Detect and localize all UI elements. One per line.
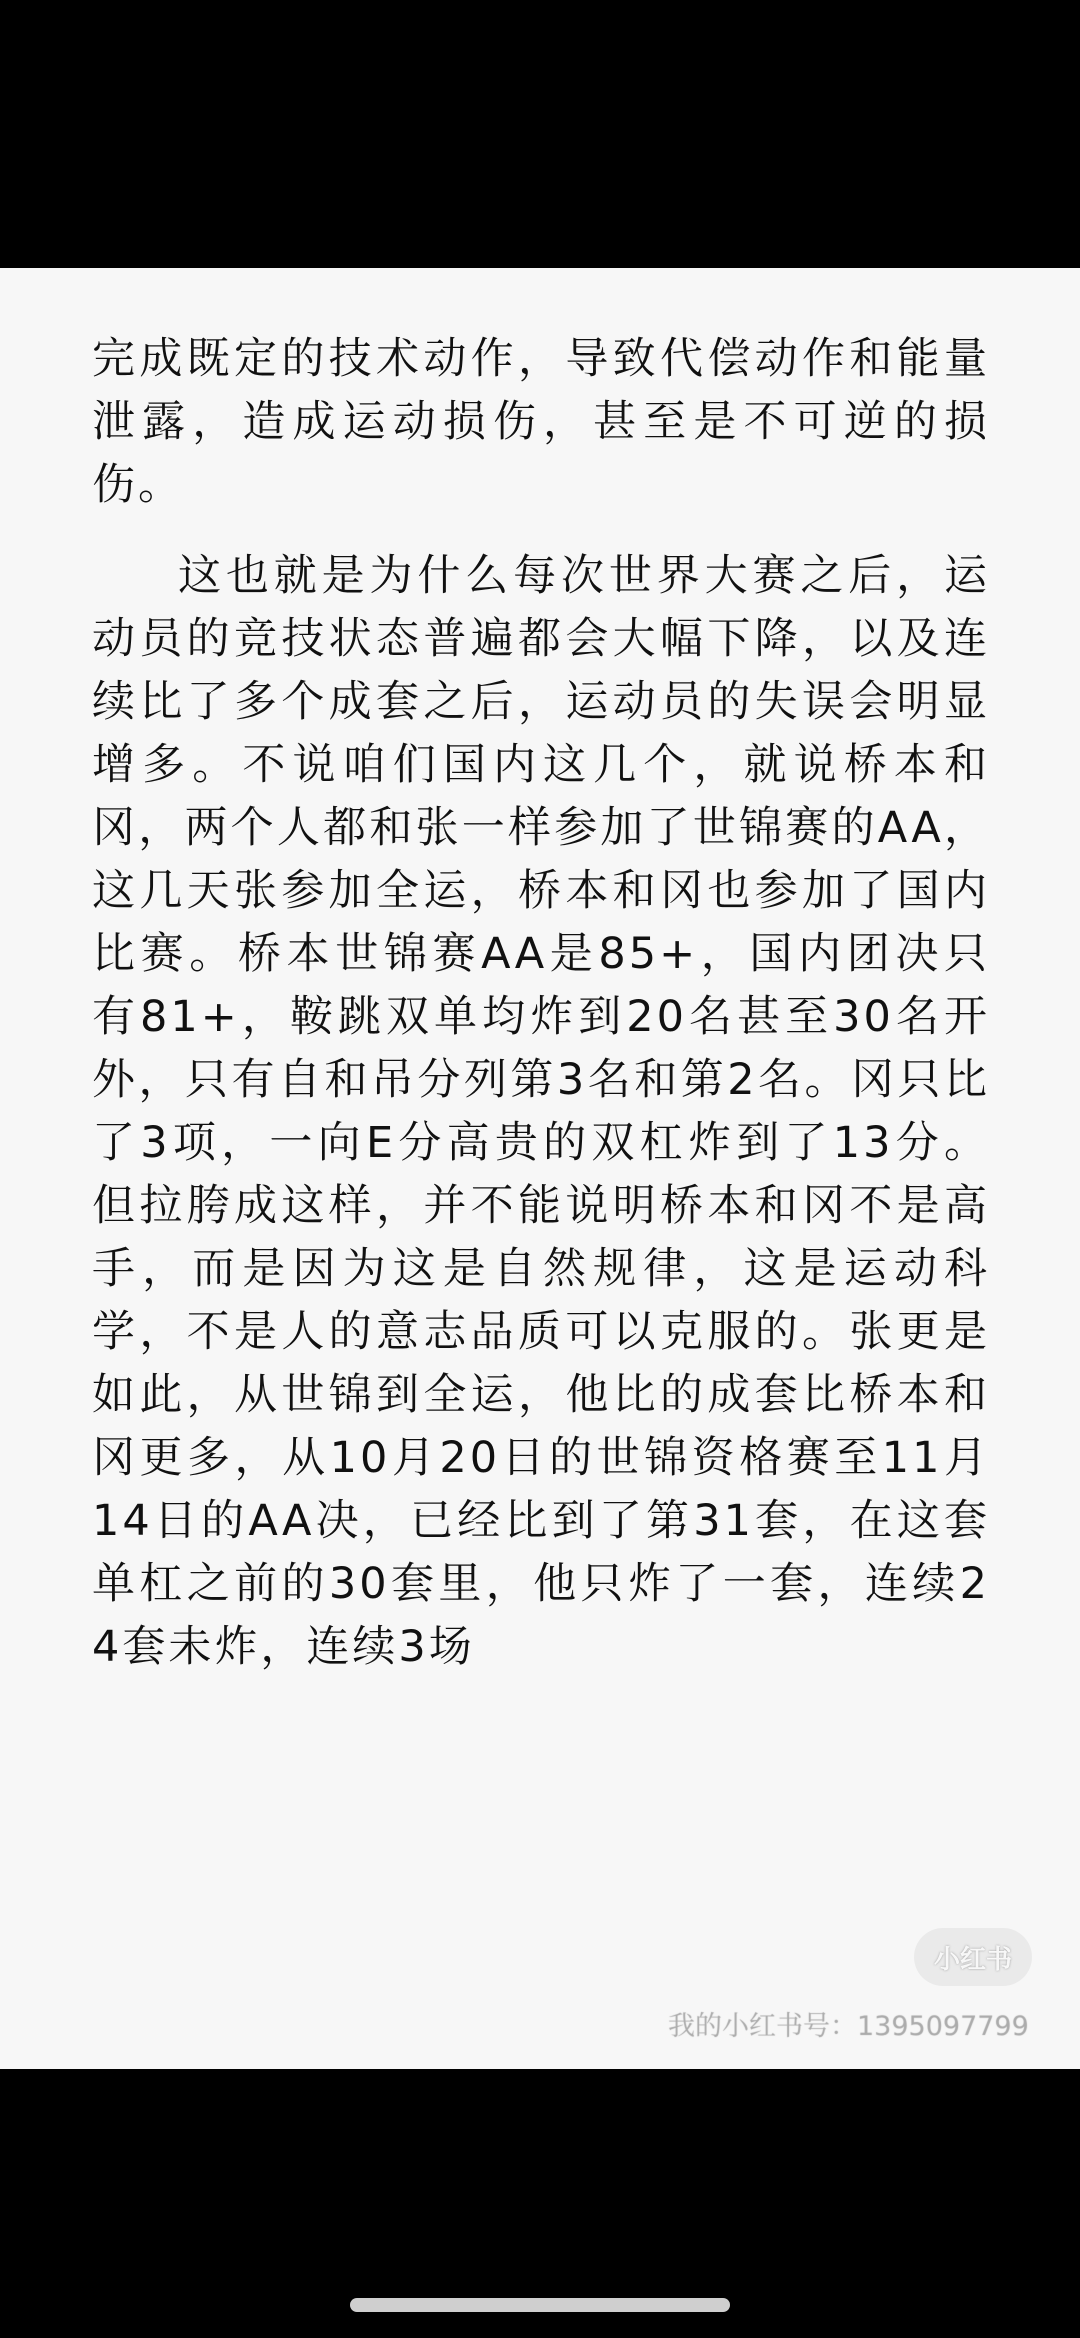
- watermark-account-id: 我的小红书号：1395097799: [668, 2011, 1029, 2042]
- paragraph-1: 完成既定的技术动作，导致代偿动作和能量泄露，造成运动损伤，甚至是不可逆的损伤。: [92, 334, 990, 510]
- home-indicator[interactable]: [350, 2298, 730, 2312]
- article-body: [0, 268, 1080, 2069]
- paragraph-2: 这也就是为什么每次世界大赛之后，运动员的竞技状态普遍都会大幅下降，以及连续比了多个成套之后，运动员的失误会明显增多。不说咱们国内这几个，就说桥本和冈，两个人都和张一样参加了世锦赛的AA，这几天张参加全运，桥本和冈也参加了国内比赛。桥本世锦赛AA是85+，国内团决只有81+，鞍跳双单均炸到20名甚至30名开外，只有自和吊分列第3名和第2名。冈只比了3项，一向E分高贵的双杠炸到了13分。但拉胯成这样，并不能说明桥本和冈不是高手，而是因为这是自然规律，这是运动科学，不是人的意志品质可以克服的。张更是如此，从世锦到全运，他比的成套比桥本和冈更多，从10月20日的世锦资格赛至11月14日的AA决，已经比到了第31套，在这套单杠之前的30套里，他只炸了一套，连续24套未炸，连续3场: [92, 551, 990, 1672]
- xiaohongshu-watermark-logo: 小红书: [914, 1928, 1032, 1986]
- top-black-bar: [0, 0, 1080, 268]
